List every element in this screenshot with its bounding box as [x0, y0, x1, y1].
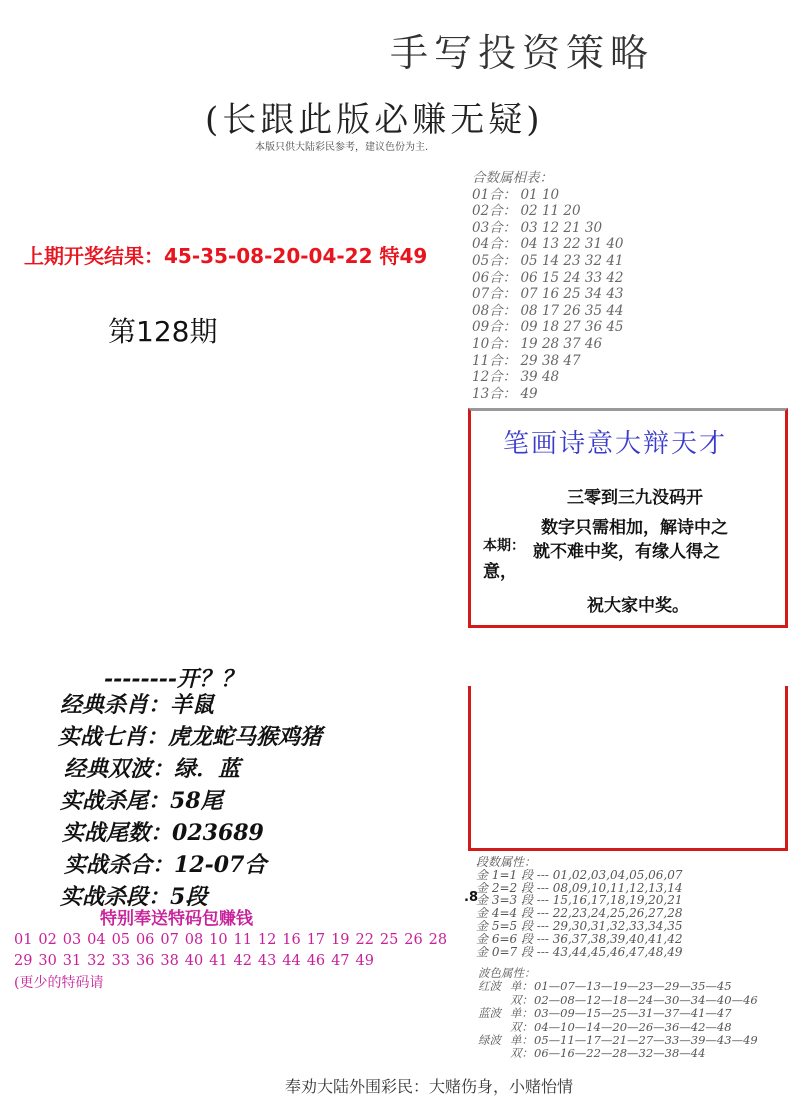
page-title: 手写投资策略: [390, 31, 655, 75]
duan-row: 金 1=1 段 --- 01,02,03,04,05,06,07: [476, 867, 683, 882]
special-number: 44: [282, 953, 301, 969]
he-row: 05合： 05 14 23 32 41: [472, 252, 624, 269]
bo-nums: 04—10—14—20—26—36—42—48: [534, 1019, 732, 1034]
duan-row: 金 3=3 段 --- 15,16,17,18,19,20,21: [476, 893, 683, 908]
duan-table: [476, 856, 786, 958]
bo-heading: 波色属性：: [478, 966, 536, 980]
zodiac-value: 12-07合: [174, 852, 267, 878]
special-number: 47: [331, 953, 350, 969]
bo-label: 红波: [478, 979, 501, 994]
he-row: 07合： 07 16 25 34 43: [472, 286, 624, 303]
special-number: 38: [160, 953, 179, 969]
bo-kind: 双：: [510, 992, 533, 1007]
bo-kind: 双：: [510, 1019, 533, 1034]
he-row: 01合： 01 10: [472, 186, 560, 203]
zodiac-label: 实战杀尾：: [60, 788, 171, 814]
special-number: 49: [355, 953, 374, 969]
he-row: 11合： 29 38 47: [472, 352, 581, 369]
special-number: 43: [257, 953, 277, 969]
zodiac-value: 58尾: [170, 788, 223, 814]
bo-nums: 06—16—22—28—32—38—44: [534, 1046, 706, 1061]
special-number: 41: [209, 953, 228, 969]
he-row: 10合： 19 28 37 46: [472, 335, 603, 352]
special-number: 32: [87, 953, 106, 969]
zodiac-value: 5段: [170, 884, 208, 910]
bo-kind: 单：: [510, 1033, 533, 1048]
bo-label: 蓝波: [478, 1006, 501, 1021]
he-table: [472, 170, 792, 402]
zodiac-label: 实战杀段：: [60, 884, 171, 910]
he-row: 02合： 02 11 20: [472, 203, 581, 220]
special-number: 42: [233, 953, 252, 969]
bo-row: [478, 1021, 788, 1034]
special-number: 30: [38, 953, 57, 969]
duan-row: 金 2=2 段 --- 08,09,10,11,12,13,14: [476, 880, 683, 895]
bo-row: [478, 1047, 788, 1060]
special-numbers-more: (更少的特码请: [14, 975, 104, 991]
special-numbers-label: 特别奉送特码包赚钱: [100, 909, 253, 929]
duan-heading: 段数属性：: [476, 855, 537, 869]
red-frame: [468, 686, 788, 851]
zodiac-row: [64, 752, 240, 783]
special-number: 46: [306, 953, 326, 969]
special-number: 22: [355, 932, 374, 948]
duan-row: 金 5=5 段 --- 29,30,31,32,33,34,35: [476, 918, 683, 933]
zodiac-row: [60, 688, 214, 719]
special-number: 33: [111, 953, 131, 969]
bo-nums: 01—07—13—19—23—29—35—45: [534, 979, 732, 994]
poem-line-4: 意，: [483, 562, 517, 582]
he-row: 12合： 39 48: [472, 369, 560, 386]
special-number: 01: [14, 932, 33, 948]
special-numbers-list: [14, 930, 454, 972]
bo-kind: 单：: [510, 1006, 533, 1021]
special-number: 11: [233, 932, 252, 948]
kai-line: --------开？？: [104, 666, 244, 692]
zodiac-value: 羊鼠: [170, 692, 215, 718]
bo-kind: 单：: [510, 979, 533, 994]
bo-label: 绿波: [478, 1033, 501, 1048]
zodiac-row: [58, 720, 322, 751]
special-number: 26: [404, 932, 423, 948]
zodiac-label: 实战杀合：: [64, 852, 175, 878]
bo-nums: 03—09—15—25—31—37—41—47: [534, 1006, 732, 1021]
mark-text: .8: [464, 890, 478, 905]
zodiac-value: 虎龙蛇马猴鸡猪: [168, 724, 323, 750]
special-number: 10: [209, 932, 228, 948]
special-number: 40: [184, 953, 204, 969]
footer-text: 奉劝大陆外围彩民：大赌伤身，小赌怡情: [285, 1077, 574, 1096]
special-number: 19: [331, 932, 350, 948]
bo-row: [478, 1007, 788, 1020]
special-number: 04: [87, 932, 106, 948]
zodiac-value: 绿．蓝: [174, 756, 241, 782]
special-number: 31: [62, 953, 82, 969]
he-row: 03合： 03 12 21 30: [472, 219, 603, 236]
special-number: 08: [184, 932, 204, 948]
poem-line-2: 数字只需相加，解诗中之: [541, 518, 728, 538]
bo-row: [478, 1034, 788, 1047]
poem-line-5: 祝大家中奖。: [587, 596, 689, 616]
zodiac-label: 实战七肖：: [58, 724, 169, 750]
page-subtitle: (长跟此版必赚无疑): [205, 100, 544, 140]
bo-row: [478, 980, 788, 993]
duan-row: 金 0=7 段 --- 43,44,45,46,47,48,49: [476, 944, 683, 959]
poem-line-3: 就不难中奖，有缘人得之: [533, 542, 720, 562]
special-number: 03: [62, 932, 82, 948]
disclaimer-text: 本版只供大陆彩民参考，建议色份为主.: [255, 142, 429, 153]
duan-row: 金 6=6 段 --- 36,37,38,39,40,41,42: [476, 931, 683, 946]
special-number: 36: [135, 953, 155, 969]
zodiac-row: [62, 816, 264, 847]
he-row: 13合： 49: [472, 385, 538, 402]
special-number: 06: [135, 932, 155, 948]
special-number: 02: [38, 932, 57, 948]
special-number: 12: [257, 932, 277, 948]
zodiac-value: 023689: [172, 820, 264, 846]
bo-table: [478, 967, 788, 1061]
bo-row: [478, 994, 788, 1007]
special-number: 28: [428, 932, 448, 948]
zodiac-label: 经典杀肖：: [60, 692, 171, 718]
zodiac-label: 实战尾数：: [62, 820, 173, 846]
special-number: 29: [14, 953, 33, 969]
poem-line-3-prefix: 本期：: [483, 538, 525, 554]
poem-box: [468, 408, 788, 628]
zodiac-label: 经典双波：: [64, 756, 175, 782]
he-row: 04合： 04 13 22 31 40: [472, 236, 624, 253]
duan-row: 金 4=4 段 --- 22,23,24,25,26,27,28: [476, 906, 683, 921]
he-row: 09合： 09 18 27 36 45: [472, 319, 624, 336]
special-number: 17: [306, 932, 326, 948]
he-table-heading: 合数属相表：: [472, 170, 553, 186]
special-number: 16: [282, 932, 301, 948]
bo-kind: 双：: [510, 1046, 533, 1061]
issue-number: 第128期: [108, 315, 218, 348]
poem-line-1: 三零到三九没码开: [567, 488, 703, 508]
he-row: 06合： 06 15 24 33 42: [472, 269, 624, 286]
special-number: 07: [160, 932, 179, 948]
bo-nums: 02—08—12—18—24—30—34—40—46: [534, 992, 758, 1007]
bo-nums: 05—11—17—21—27—33—39—43—49: [534, 1033, 758, 1048]
special-number: 25: [379, 932, 399, 948]
special-number: 05: [111, 932, 131, 948]
zodiac-row: [64, 848, 266, 879]
poem-title: 笔画诗意大辩天才: [503, 429, 728, 459]
zodiac-row: [60, 784, 223, 815]
last-result: 上期开奖结果：45-35-08-20-04-22 特49: [24, 244, 428, 268]
he-row: 08合： 08 17 26 35 44: [472, 302, 624, 319]
